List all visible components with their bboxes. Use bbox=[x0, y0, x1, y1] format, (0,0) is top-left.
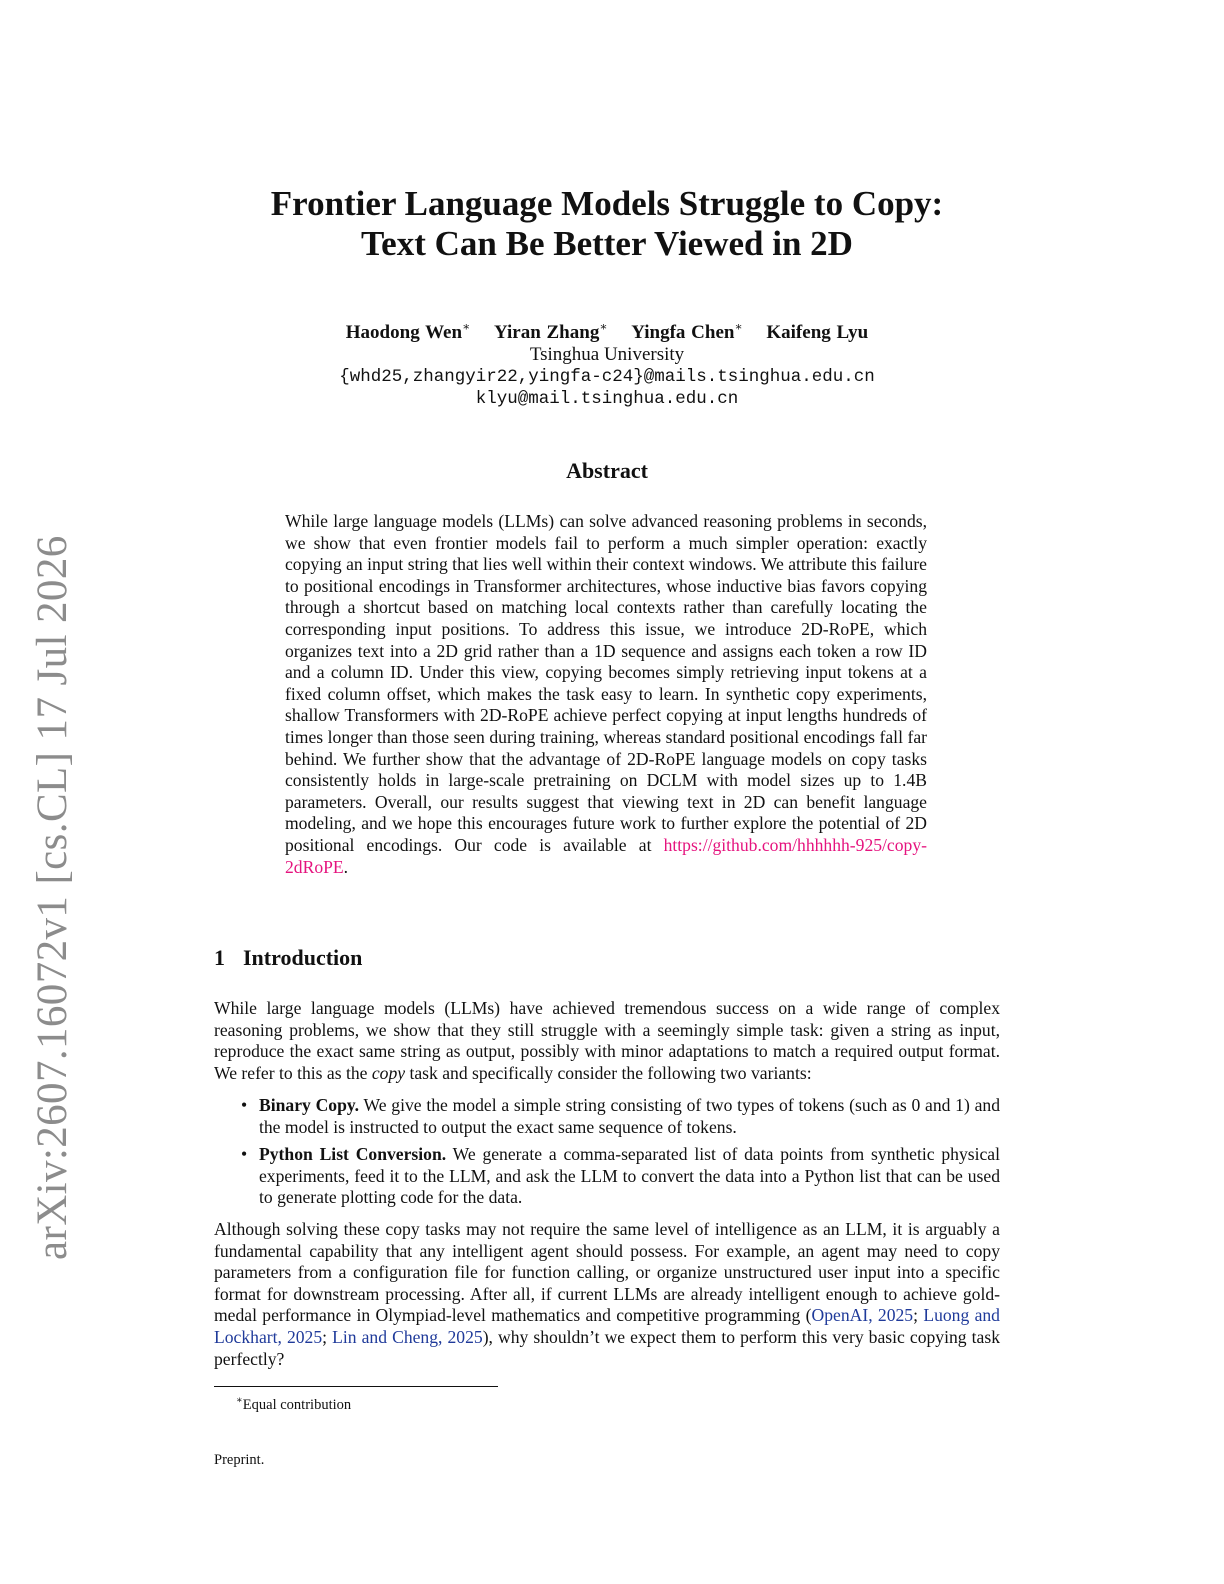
author-name: Yingfa Chen bbox=[631, 322, 735, 344]
section-heading-introduction bbox=[214, 945, 362, 971]
author-3 bbox=[631, 322, 742, 343]
code-repository-link[interactable]: https://github.com/hhhhhh-925/copy-2dRoPE bbox=[285, 834, 927, 877]
intro-paragraph-2 bbox=[214, 1219, 1000, 1370]
emphasis-copy: copy bbox=[371, 1062, 406, 1083]
footnote-divider bbox=[214, 1386, 498, 1387]
author-name: Haodong Wen bbox=[345, 322, 463, 344]
email-line-1: {whd25,zhangyir22,yingfa-c24}@mails.tsinghua.edu.cn bbox=[339, 367, 875, 388]
paragraph-text: ), why shouldn’t we expect them to perform this very basic copying task perfectly? bbox=[214, 1326, 1000, 1369]
paragraph-text: While large language models (LLMs) have achieved tremendous success on a wide range of complex reasoning problems, we show that they still struggle with a seemingly simple task: given a string as input, reproduce the exact same string as output, possibly with minor adaptations to match a required output format. We refer to this as the bbox=[214, 998, 1000, 1083]
bullet-text: We give the model a simple string consisting of two types of tokens (such as 0 and 1) and the model is instructed to output the exact same sequence of tokens. bbox=[259, 1095, 1000, 1137]
bullet-marker: • bbox=[241, 1095, 248, 1115]
citation-separator: ; bbox=[913, 1305, 924, 1326]
section-title: Introduction bbox=[243, 945, 363, 970]
paragraph-text: Although solving these copy tasks may not require the same level of intelligence as an LLM, it is arguably a fundamental capability that any intelligent agent should possess. For example, an agent may need to copy parameters from a configuration file for function calling, or organize unstructured user input into a specific format for downstream processing. After all, if current LLMs are already intelligent enough to achieve gold-medal performance in Olympiad-level mathematics and competitive programming ( bbox=[214, 1219, 1000, 1326]
citation-separator: ; bbox=[322, 1326, 333, 1347]
footnote-text: Equal contribution bbox=[242, 1396, 352, 1413]
intro-paragraph-1 bbox=[214, 998, 1000, 1084]
paragraph-text: task and specifically consider the following two variants: bbox=[405, 1062, 812, 1083]
author-1 bbox=[346, 322, 470, 343]
equal-contribution-mark: ∗ bbox=[734, 320, 743, 334]
bullet-marker: • bbox=[241, 1144, 248, 1165]
section-number: 1 bbox=[214, 945, 225, 970]
abstract-body bbox=[285, 511, 927, 878]
author-list bbox=[214, 316, 1000, 344]
equal-contribution-mark: ∗ bbox=[462, 320, 471, 334]
list-item bbox=[214, 1095, 1000, 1138]
title-line-1: Frontier Language Models Struggle to Copy: bbox=[270, 184, 944, 223]
footnote-mark: ∗ bbox=[236, 1395, 243, 1406]
bullet-lead: Binary Copy. bbox=[259, 1095, 360, 1115]
footnote bbox=[236, 1392, 351, 1414]
citation-lin-cheng[interactable]: Lin and Cheng, 2025 bbox=[332, 1326, 483, 1347]
bullet-lead: Python List Conversion. bbox=[259, 1144, 447, 1165]
affiliation: Tsinghua University bbox=[529, 344, 685, 366]
author-name: Kaifeng Lyu bbox=[766, 322, 869, 344]
abstract-heading: Abstract bbox=[566, 458, 648, 483]
citation-luong-lockhart[interactable]: Luong and Lockhart, 2025 bbox=[214, 1305, 1000, 1347]
equal-contribution-mark: ∗ bbox=[599, 320, 608, 334]
abstract-end: . bbox=[343, 856, 349, 877]
paper-title bbox=[214, 184, 1000, 264]
email-line-2: klyu@mail.tsinghua.edu.cn bbox=[475, 389, 739, 410]
author-name: Yiran Zhang bbox=[493, 322, 600, 344]
footer-preprint: Preprint. bbox=[214, 1452, 265, 1468]
citation-openai[interactable]: OpenAI, 2025 bbox=[811, 1305, 914, 1326]
title-line-2: Text Can Be Better Viewed in 2D bbox=[361, 224, 853, 263]
list-item bbox=[214, 1144, 1000, 1209]
author-block bbox=[214, 316, 1000, 410]
author-4 bbox=[766, 322, 868, 343]
abstract-text: While large language models (LLMs) can solve advanced reasoning problems in seconds, we show that even frontier models fail to perform a much simpler operation: exactly copying an input string that lies well within their context windows. We attribute this failure to positional encodings in Transformer architectures, whose inductive bias favors copying through a shortcut based on matching local contexts rather than carefully locating the corresponding input positions. To address this issue, we introduce 2D-RoPE, which organizes text into a 2D grid rather than a 1D sequence and assigns each token a row ID and a column ID. Under this view, copying becomes simply retrieving input tokens at a fixed column offset, which makes the task easy to learn. In synthetic copy experiments, shallow Transformers with 2D-RoPE achieve perfect copying at input lengths hundreds of times longer than those seen during training, whereas standard positional encodings fall far behind. We further show that the advantage of 2D-RoPE language models on copy tasks consistently holds in large-scale pretraining on DCLM with model sizes up to 1.4B parameters. Overall, our results suggest that viewing text in 2D can benefit language modeling, and we hope this encourages future work to further explore the potential of 2D positional encodings. Our code is available at bbox=[285, 511, 927, 855]
author-2 bbox=[494, 322, 608, 343]
arxiv-identifier: arXiv:2607.16072v1 [cs.CL] 17 Jul 2026 bbox=[29, 535, 76, 1260]
copy-variants-list bbox=[214, 1095, 1000, 1215]
bullet-text: We generate a comma-separated list of data points from synthetic physical experiments, feed it to the LLM, and ask the LLM to convert the data into a Python list that can be used to generate plotting code for the data. bbox=[259, 1144, 1001, 1208]
